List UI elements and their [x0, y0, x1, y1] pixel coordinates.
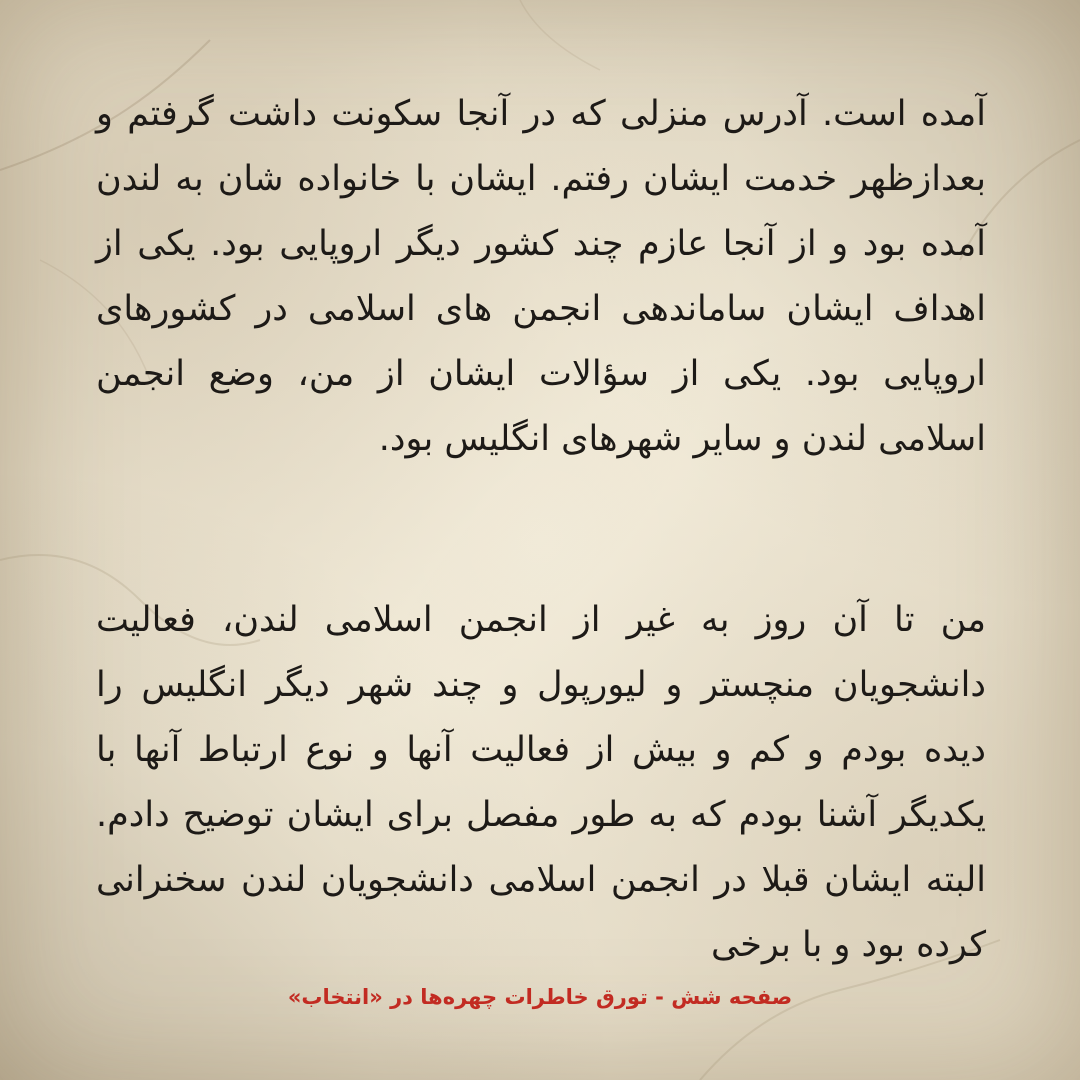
page-caption: صفحه شش - تورق خاطرات چهره‌ها در «انتخاب»	[287, 985, 793, 1009]
body-paragraph-1: آمده است. آدرس منزلی که در آنجا سکونت داشت گرفتم و بعدازظهر خدمت ایشان رفتم. ایشان با خانواده شان به لندن آمده بود و از آنجا عازم چند کشور دیگر اروپایی بود. یکی از اهداف ایشان ساماندهی انجمن های اسلامی در کشورهای اروپایی بود. یکی از سؤالات ایشان از من، وضع انجمن اسلامی لندن و سایر شهرهای انگلیس بود.	[96, 94, 986, 459]
body-paragraph-2: من تا آن روز به غیر از انجمن اسلامی لندن، فعالیت دانشجویان منچستر و لیورپول و چند شهر دیگر انگلیس را دیده بودم و کم و بیش از فعالیت آنها و نوع ارتباط آنها با یکدیگر آشنا بودم که به طور مفصل برای ایشان توضیح دادم. البته ایشان قبلا در انجمن اسلامی دانشجویان لندن سخنرانی کرده بود و با برخی	[96, 600, 986, 965]
